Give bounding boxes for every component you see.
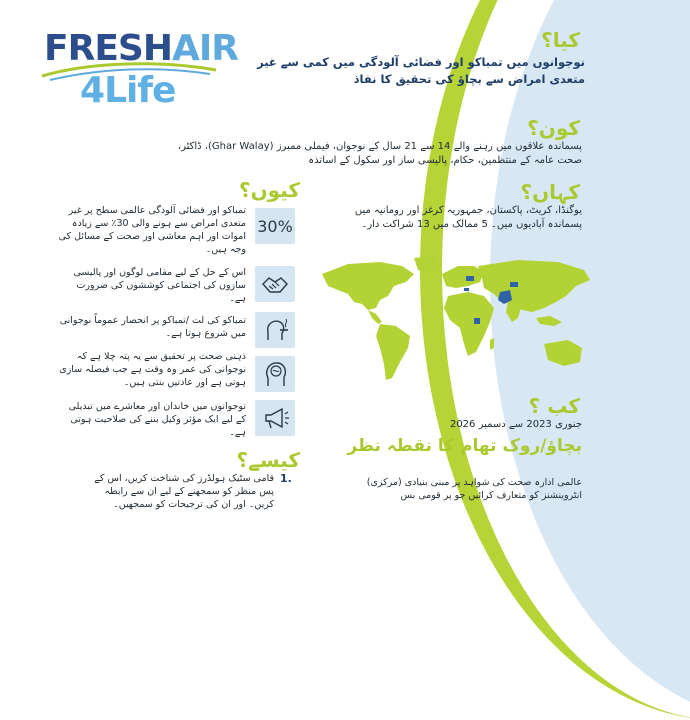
map-romania <box>466 276 474 281</box>
why-item-5: نوجوانوں میں خاندان اور معاشرے میں تبدیلی کے لیے ایک مؤثر وکیل بننے کی صلاحیت ہوتی ہے۔ <box>68 401 246 438</box>
handshake-icon <box>255 266 295 302</box>
why-item-3: تمباکو کی لت /تمباکو پر انحصار عموماً نوجوانی میں شروع ہوتا ہے۔ <box>59 315 246 339</box>
why-item-1: تمباکو اور فضائی آلودگی عالمی سطح پر غیر متعدی امراض سے ہونے والی 30٪ سے زیادہ اموات اور اہم معاشی اور صحت کے مسائل کی وجہ ہیں۔ <box>58 205 246 255</box>
where-heading: کہاں؟ <box>520 180 580 204</box>
how-step-number: 1. <box>280 472 292 485</box>
map-crete <box>464 288 469 291</box>
who-text: پسماندہ علاقوں میں رہنے والے 14 سے 21 سال کے نوجوان، فیملی ممبرز (Ghar Walay)، ڈاکٹر، صحت عامہ کے منتظمین، حکام، پالیسی ساز اور سکول کے اساتذہ <box>177 141 582 166</box>
freshair-logo <box>40 28 238 118</box>
prevention-heading: بچاؤ/روک تھام کا نقطہ نظر <box>347 436 582 456</box>
why-item-2: اس کے حل کے لیے مقامی لوگوں اور پالیسی سازوں کی اجتماعی کوششوں کی ضرورت ہے۔ <box>73 267 246 304</box>
smoking-head-icon <box>255 312 295 348</box>
what-heading: کیا؟ <box>541 28 580 52</box>
map-land <box>322 256 590 380</box>
why-item-4: ذہنی صحت پر تحقیق سے یہ پتہ چلا ہے کہ نوجوانی کی عمر وہ وقت ہے جب فیصلہ سازی ہوتی ہے اور عادتیں بنتی ہیں۔ <box>59 351 246 388</box>
prevention-text: عالمی ادارہ صحت کی شواہد پر مبنی بنیادی (مرکزی) انٹروینشنز کو متعارف کرائیں جو پر قومی بس <box>366 477 582 501</box>
why-heading: کیوں؟ <box>238 178 300 202</box>
where-text: یوگنڈا، کریٹ، پاکستان، جمہوریہ کرغز اور رومانیہ میں پسماندہ آبادیوں میں۔ 5 ممالک میں 13 شراکت دار۔ <box>354 205 582 230</box>
when-text: جنوری 2023 سے دسمبر 2026 <box>449 419 582 430</box>
when-heading: کب ؟ <box>528 394 580 418</box>
who-heading: کون؟ <box>527 116 580 140</box>
how-step-text: قامی سٹیک ہولڈرز کی شناخت کریں، اس کے پس منظر کو سمجھنے کے لیے ان سے رابطہ کریں۔ اور ان کی ترجیحات کو سمجھیں۔ <box>94 473 274 510</box>
map-kyrgyzstan <box>510 282 518 287</box>
logo-air-text: AIR <box>171 28 238 69</box>
map-uganda <box>474 318 480 324</box>
what-text: نوجوانوں میں تمباکو اور فضائی آلودگی میں کمی سے غیر متعدی امراض سے بچاؤ کی تحقیق کا نفاذ <box>257 55 585 86</box>
megaphone-icon <box>255 400 295 436</box>
brain-head-icon <box>255 356 295 392</box>
logo-4-text: 4 <box>80 70 105 111</box>
logo-fresh-text: FRESH <box>44 28 172 69</box>
percent-icon <box>255 208 295 244</box>
percent-icon-label: 30% <box>257 216 293 236</box>
logo-life-text: Life <box>104 70 176 111</box>
world-map <box>318 252 600 392</box>
how-heading: کیسے؟ <box>236 448 300 472</box>
